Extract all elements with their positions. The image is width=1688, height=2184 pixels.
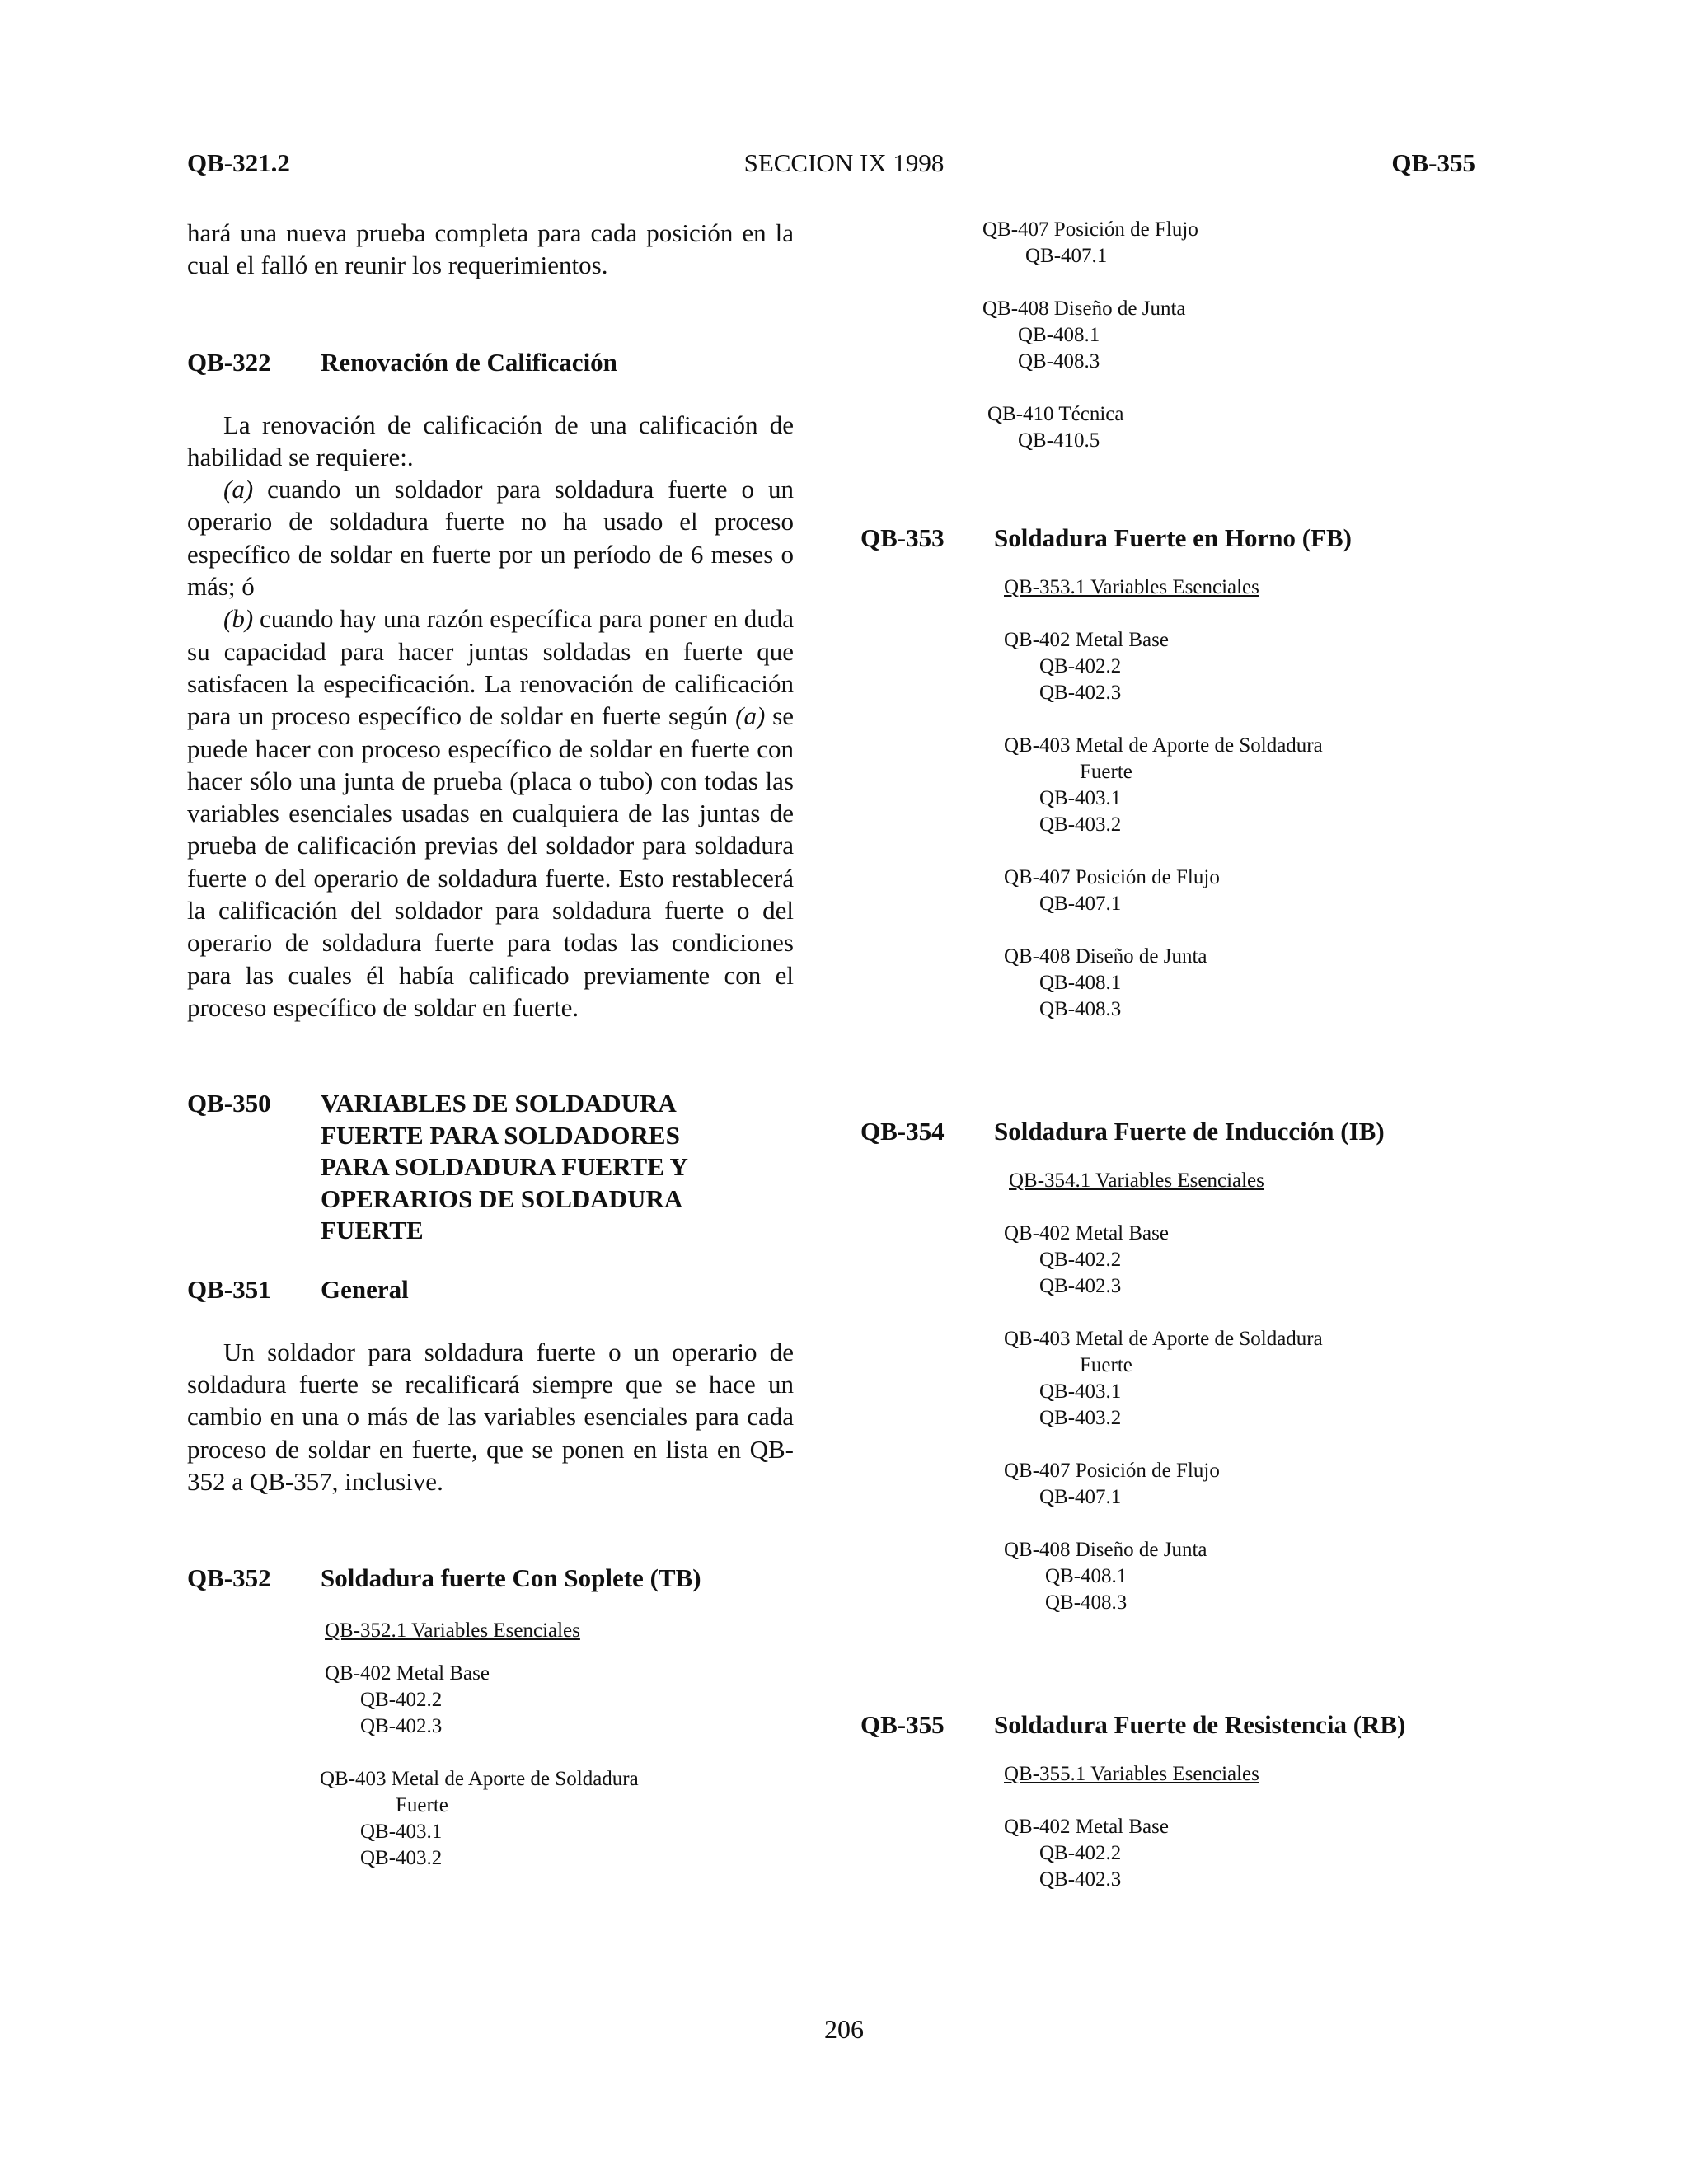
section-title: Soldadura Fuerte de Inducción (IB): [994, 1117, 1385, 1146]
variable-item: QB-403.1: [360, 1821, 443, 1844]
variable-item: QB-408.3: [1018, 350, 1100, 373]
title-line: FUERTE PARA SOLDADORES: [321, 1120, 680, 1150]
variables-list-qb-352: [320, 1618, 794, 1872]
item-text: cuando un soldador para soldadura fuerte o un operario de soldadura fuerte no ha usado el proceso específico de soldar en fuerte por un período de 6 meses o más; ó: [187, 475, 794, 602]
variable-group: [1004, 865, 1487, 917]
item-label: (a): [223, 475, 254, 504]
variable-group: [1004, 1814, 1487, 1893]
variable-item: QB-408.1: [1045, 1565, 1128, 1587]
section-number: QB-322: [187, 347, 271, 377]
variable-group-title: QB-402 Metal Base: [325, 1662, 490, 1685]
variable-item: QB-402.2: [1039, 655, 1122, 677]
paragraph-item-a: [187, 473, 794, 602]
item-text: se puede hacer con proceso específico de soldar en fuerte con hacer sólo una junta de prueba (placa o tubo) con todas las variables esenciales usadas en cualquiera de las juntas de prueba de calificación previas del soldador para soldadura fuerte o del operario de soldadura fuerte. Esto restablecerá la calificación del soldador para soldadura fuerte o del operario de soldadura fuerte para todas las condiciones para las cuales él había calificado previamente con el proceso específico de soldar en fuerte.: [187, 701, 794, 1022]
variable-item: QB-407.1: [1039, 893, 1122, 915]
variable-item: QB-402.2: [360, 1689, 443, 1712]
header-right-ref: QB-355: [1391, 148, 1475, 177]
variable-group-title: QB-407 Posición de Flujo: [1004, 866, 1220, 888]
variable-item: QB-403.1: [1039, 787, 1122, 809]
variable-group-title: QB-403 Metal de Aporte de Soldadura: [1004, 734, 1323, 757]
variable-group: [1004, 1458, 1487, 1511]
variable-group: [1004, 1221, 1487, 1300]
continued-variables: [982, 217, 1487, 454]
header-left-ref: QB-321.2: [187, 148, 290, 177]
variable-item: QB-407.1: [1025, 245, 1108, 267]
variable-item: QB-402.3: [360, 1715, 443, 1738]
intro-paragraph: hará una nueva prueba completa para cada posición en la cual el falló en reunir los requerimientos.: [187, 218, 794, 280]
variable-group-title: QB-403 Metal de Aporte de Soldadura: [320, 1768, 639, 1791]
heading-qb-351: [187, 1273, 794, 1306]
variable-group: [987, 401, 1487, 454]
section-number: QB-352: [187, 1563, 271, 1593]
variable-group: [1004, 627, 1487, 706]
heading-qb-350: [187, 1088, 794, 1247]
variable-item: QB-410.5: [1018, 429, 1100, 452]
variable-group: [982, 217, 1487, 269]
variables-subheading: QB-352.1 Variables Esenciales: [325, 1619, 580, 1643]
variable-group-title-cont: Fuerte: [1080, 761, 1132, 783]
variables-subheading: QB-354.1 Variables Esenciales: [1009, 1169, 1264, 1192]
section-number: QB-355: [860, 1710, 945, 1739]
section-title: Soldadura Fuerte en Horno (FB): [994, 523, 1352, 552]
variable-group-title: QB-407 Posición de Flujo: [1004, 1460, 1220, 1482]
variable-group-title: QB-407 Posición de Flujo: [982, 218, 1198, 241]
variables-list-qb-353: [1004, 574, 1487, 1023]
paragraph-item-b: [187, 602, 794, 1024]
variable-item: QB-403.2: [360, 1847, 443, 1870]
section-title: General: [321, 1274, 409, 1304]
variable-group-title: QB-402 Metal Base: [1004, 1816, 1169, 1838]
variable-item: QB-408.1: [1018, 324, 1100, 346]
variables-subheading: QB-355.1 Variables Esenciales: [1004, 1763, 1259, 1785]
variables-list-qb-354: [1004, 1168, 1487, 1616]
heading-qb-354: [860, 1115, 1487, 1148]
heading-qb-352: [187, 1562, 794, 1595]
variables-subheading: QB-353.1 Variables Esenciales: [1004, 576, 1259, 598]
variable-group: [1004, 944, 1487, 1023]
section-number: QB-354: [860, 1117, 945, 1146]
variable-group: [982, 296, 1487, 375]
page-number: 206: [824, 2014, 864, 2044]
variable-group: [1004, 1537, 1487, 1616]
heading-qb-353: [860, 522, 1487, 555]
item-reference: (a): [735, 701, 766, 731]
variable-item: QB-403.2: [1039, 813, 1122, 836]
section-title: [321, 1088, 794, 1247]
left-column: [187, 217, 794, 1872]
variable-group-title: QB-408 Diseño de Junta: [1004, 1539, 1207, 1561]
section-title: Renovación de Calificación: [321, 347, 617, 377]
variable-item: QB-407.1: [1039, 1486, 1122, 1508]
variable-group: [1004, 733, 1487, 838]
variable-group-title: QB-410 Técnica: [987, 403, 1124, 425]
item-text: cuando hay una razón específica para poner en duda su capacidad para hacer juntas soldadas en fuerte que satisfacen la especificación. La renovación de calificación para un proceso específico de soldar en fuerte según: [187, 604, 794, 731]
variable-item: QB-402.2: [1039, 1842, 1122, 1864]
variables-list-qb-355: [1004, 1761, 1487, 1893]
variable-group-title: QB-408 Diseño de Junta: [1004, 945, 1207, 968]
heading-qb-355: [860, 1708, 1487, 1741]
variable-group: [320, 1766, 794, 1872]
title-line: OPERARIOS DE SOLDADURA: [321, 1183, 683, 1213]
heading-qb-322: [187, 346, 794, 379]
paragraph-renewal: La renovación de calificación de una calificación de habilidad se requiere:.: [187, 410, 794, 471]
variable-item: QB-403.2: [1039, 1407, 1122, 1429]
title-line: PARA SOLDADURA FUERTE Y: [321, 1152, 688, 1182]
variable-item: QB-402.3: [1039, 1275, 1122, 1297]
variable-group-title: QB-403 Metal de Aporte de Soldadura: [1004, 1328, 1323, 1350]
variable-group-title: QB-408 Diseño de Junta: [982, 298, 1186, 320]
item-label: (b): [223, 604, 254, 634]
paragraph-general: Un soldador para soldadura fuerte o un operario de soldadura fuerte se recalificará siempre que se hace un cambio en una o más de las variables esenciales para cada proceso de soldar en fuerte, que se ponen en lista en QB-352 a QB-357, inclusive.: [187, 1337, 794, 1496]
header-title: SECCION IX 1998: [743, 148, 945, 177]
variable-group-title: QB-402 Metal Base: [1004, 1222, 1169, 1244]
variable-group-title: QB-402 Metal Base: [1004, 629, 1169, 651]
variable-group-title-cont: Fuerte: [1080, 1354, 1132, 1376]
section-number: QB-353: [860, 523, 945, 552]
section-number: QB-350: [187, 1089, 271, 1118]
variable-group-title-cont: Fuerte: [396, 1794, 448, 1817]
variable-group: [1004, 1326, 1487, 1432]
variable-item: QB-402.2: [1039, 1249, 1122, 1271]
title-line: VARIABLES DE SOLDADURA: [321, 1089, 677, 1118]
variable-item: QB-408.1: [1039, 972, 1122, 994]
title-line: FUERTE: [321, 1216, 424, 1245]
section-number: QB-351: [187, 1274, 271, 1304]
right-column: [860, 217, 1487, 1893]
variable-item: QB-403.1: [1039, 1380, 1122, 1403]
variable-group: [325, 1661, 794, 1740]
section-title: Soldadura fuerte Con Soplete (TB): [321, 1563, 701, 1593]
variable-item: QB-408.3: [1045, 1591, 1128, 1614]
section-title: Soldadura Fuerte de Resistencia (RB): [994, 1710, 1406, 1739]
variable-item: QB-402.3: [1039, 682, 1122, 704]
variable-item: QB-408.3: [1039, 998, 1122, 1020]
variable-item: QB-402.3: [1039, 1868, 1122, 1891]
